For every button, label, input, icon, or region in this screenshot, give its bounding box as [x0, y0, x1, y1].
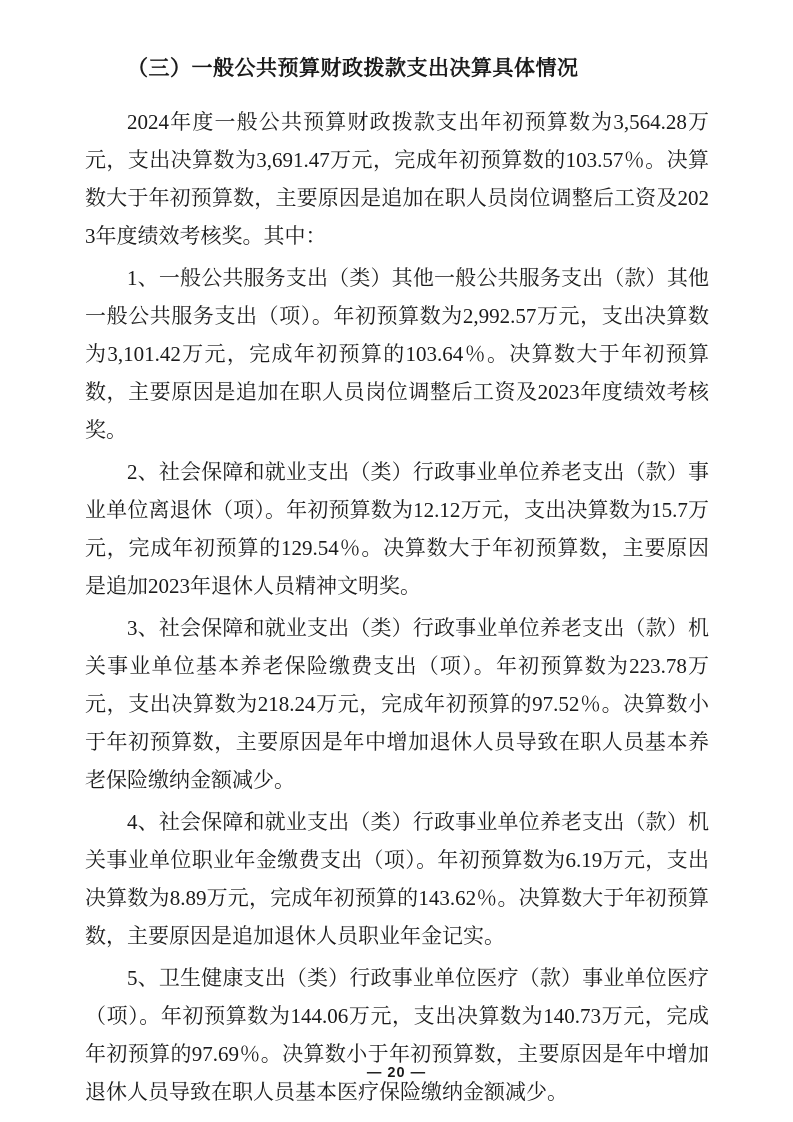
paragraph-intro: 2024年度一般公共预算财政拨款支出年初预算数为3,564.28万元，支出决算数为3,691.47万元，完成年初预算数的103.57％。决算数大于年初预算数，主要原因是追加在职人员岗位调整后工资及2023年度绩效考核奖。其中：: [85, 110, 709, 248]
paragraph-item-3: 3、社会保障和就业支出（类）行政事业单位养老支出（款）机关事业单位基本养老保险缴费支出（项）。年初预算数为223.78万元，支出决算数为218.24万元，完成年初预算的97.52％。决算数小于年初预算数，主要原因是年中增加退休人员导致在职人员基本养老保险缴纳金额减少。: [85, 616, 709, 792]
page-number: — 20 —: [366, 1065, 427, 1081]
page-footer: [0, 1064, 793, 1082]
paragraph-item-2: 2、社会保障和就业支出（类）行政事业单位养老支出（款）事业单位离退休（项）。年初预算数为12.12万元，支出决算数为15.7万元，完成年初预算的129.54％。决算数大于年初预算数，主要原因是追加2023年退休人员精神文明奖。: [85, 460, 709, 598]
paragraph-item-4: 4、社会保障和就业支出（类）行政事业单位养老支出（款）机关事业单位职业年金缴费支出（项）。年初预算数为6.19万元，支出决算数为8.89万元，完成年初预算的143.62％。决算数大于年初预算数，主要原因是追加退休人员职业年金记实。: [85, 810, 709, 948]
section-heading: （三）一般公共预算财政拨款支出决算具体情况: [127, 56, 579, 80]
document-content: [85, 49, 709, 1111]
paragraph-item-1: 1、一般公共服务支出（类）其他一般公共服务支出（款）其他一般公共服务支出（项）。年初预算数为2,992.57万元，支出决算数为3,101.42万元，完成年初预算的103.64％。决算数大于年初预算数，主要原因是追加在职人员岗位调整后工资及2023年度绩效考核奖。: [85, 266, 709, 442]
paragraph-item-5: 5、卫生健康支出（类）行政事业单位医疗（款）事业单位医疗（项）。年初预算数为144.06万元，支出决算数为140.73万元，完成年初预算的97.69％。决算数小于年初预算数，主要原因是年中增加退休人员导致在职人员基本医疗保险缴纳金额减少。: [85, 966, 709, 1104]
